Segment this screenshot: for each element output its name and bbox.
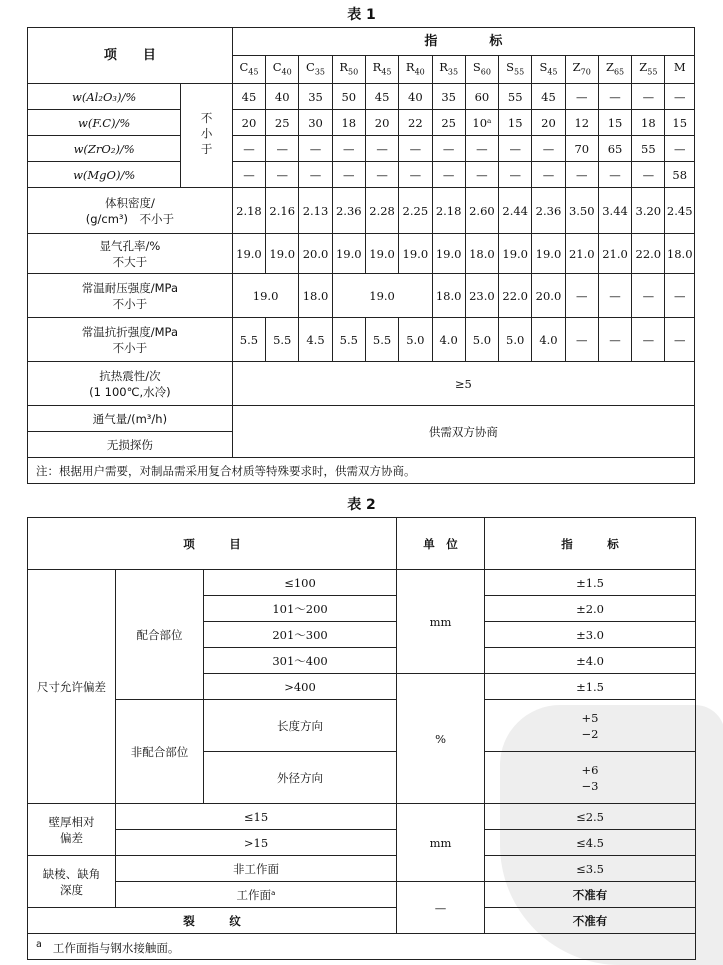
composition-value: — xyxy=(365,162,398,188)
grade-code-header xyxy=(632,56,665,84)
density-value: 3.50 xyxy=(565,188,598,234)
fit-value: ±2.0 xyxy=(485,596,696,622)
edge-value: ≤3.5 xyxy=(485,856,696,882)
dim-group-label: 尺寸允许偏差 xyxy=(28,570,116,804)
compressive-value: 22.0 xyxy=(499,274,532,318)
density-value: 2.13 xyxy=(299,188,332,234)
compressive-value: 19.0 xyxy=(232,274,299,318)
composition-value: — xyxy=(399,136,432,162)
composition-value: — xyxy=(465,136,498,162)
porosity-value: 19.0 xyxy=(399,234,432,274)
composition-value: — xyxy=(499,162,532,188)
composition-value: 12 xyxy=(565,110,598,136)
density-value: 2.60 xyxy=(465,188,498,234)
composition-value: — xyxy=(499,136,532,162)
porosity-label-1: 显气孔率/% xyxy=(99,238,161,253)
composition-value: — xyxy=(598,84,631,110)
grade-subscript: 35 xyxy=(447,67,459,77)
composition-value: 65 xyxy=(598,136,631,162)
composition-value: — xyxy=(432,136,465,162)
flexural-label-2: 不小于 xyxy=(112,340,148,355)
composition-value: 25 xyxy=(432,110,465,136)
density-value: 2.36 xyxy=(332,188,365,234)
grade-letter: S xyxy=(472,59,481,74)
compressive-value: 19.0 xyxy=(332,274,432,318)
porosity-label-2: 不大于 xyxy=(112,254,148,269)
composition-value: — xyxy=(432,162,465,188)
flexural-value: 5.5 xyxy=(332,318,365,362)
composition-value: — xyxy=(532,136,565,162)
composition-value: 55 xyxy=(632,136,665,162)
composition-value: — xyxy=(299,136,332,162)
density-value: 3.20 xyxy=(632,188,665,234)
composition-value: — xyxy=(565,162,598,188)
porosity-value: 18.0 xyxy=(465,234,498,274)
table-2 xyxy=(27,517,696,960)
composition-row xyxy=(28,136,695,162)
composition-value: 22 xyxy=(399,110,432,136)
porosity-value: 20.0 xyxy=(299,234,332,274)
composition-value: 20 xyxy=(365,110,398,136)
flexural-value: 4.0 xyxy=(432,318,465,362)
wall-label-2: 偏差 xyxy=(60,830,83,845)
flexural-value: 5.0 xyxy=(465,318,498,362)
composition-value: 60 xyxy=(465,84,498,110)
grade-code-header xyxy=(465,56,498,84)
composition-value: — xyxy=(399,162,432,188)
grade-code-header xyxy=(399,56,432,84)
compressive-value: — xyxy=(665,274,695,318)
table2-caption: 表 2 xyxy=(347,497,376,513)
diam-dir-minus: −3 xyxy=(581,778,599,793)
flexural-value: 4.0 xyxy=(532,318,565,362)
porosity-value: 19.0 xyxy=(499,234,532,274)
compressive-row xyxy=(28,274,695,318)
grade-subscript: 55 xyxy=(514,67,525,77)
composition-value: — xyxy=(232,162,265,188)
porosity-value: 19.0 xyxy=(532,234,565,274)
composition-value: — xyxy=(532,162,565,188)
wall-label-1: 壁厚相对 xyxy=(48,814,95,829)
density-label-1: 体积密度/ xyxy=(104,195,155,210)
composition-value: — xyxy=(365,136,398,162)
composition-row xyxy=(28,162,695,188)
porosity-value: 19.0 xyxy=(232,234,265,274)
composition-row xyxy=(28,84,695,110)
density-value: 2.36 xyxy=(532,188,565,234)
wall-value: ≤2.5 xyxy=(485,804,696,830)
wall-cond: >15 xyxy=(116,830,397,856)
porosity-value: 19.0 xyxy=(365,234,398,274)
thermal-shock-value: ≥5 xyxy=(232,362,694,406)
composition-value: 35 xyxy=(432,84,465,110)
index-header: 指 标 xyxy=(232,28,694,56)
density-value: 2.18 xyxy=(432,188,465,234)
porosity-value: 22.0 xyxy=(632,234,665,274)
length-dir-minus: −2 xyxy=(581,726,599,741)
fit-range: 201～300 xyxy=(204,622,397,648)
permeability-label: 通气量/(m³/h) xyxy=(28,406,233,432)
wall-cond: ≤15 xyxy=(116,804,397,830)
fit-value: ±3.0 xyxy=(485,622,696,648)
grade-code-header xyxy=(499,56,532,84)
compressive-value: 20.0 xyxy=(532,274,565,318)
crack-label: 裂 纹 xyxy=(28,908,397,934)
composition-label: w(F.C)/% xyxy=(28,110,181,136)
grade-subscript: 50 xyxy=(348,67,359,77)
density-value: 2.25 xyxy=(399,188,432,234)
grade-letter: Z xyxy=(605,59,614,74)
grade-letter: R xyxy=(439,59,448,74)
grade-subscript: 60 xyxy=(480,67,491,77)
composition-value: 15 xyxy=(499,110,532,136)
composition-value: — xyxy=(332,136,365,162)
porosity-value: 18.0 xyxy=(665,234,695,274)
nonfit-group-label: 非配合部位 xyxy=(116,700,204,804)
grade-code-header xyxy=(332,56,365,84)
grade-letter: Z xyxy=(572,59,581,74)
composition-value: — xyxy=(266,162,299,188)
grade-code-header xyxy=(365,56,398,84)
table-1 xyxy=(27,27,695,484)
composition-value: 20 xyxy=(232,110,265,136)
composition-value: — xyxy=(299,162,332,188)
t2-item-header: 项 目 xyxy=(28,518,397,570)
grade-code-header xyxy=(232,56,265,84)
composition-value: 50 xyxy=(332,84,365,110)
compressive-label-1: 常温耐压强度/MPa xyxy=(81,280,179,295)
grade-letter: C xyxy=(272,59,282,74)
composition-value: — xyxy=(598,162,631,188)
length-dir-label: 长度方向 xyxy=(204,700,397,752)
composition-value: 70 xyxy=(565,136,598,162)
grade-subscript: 40 xyxy=(281,67,292,77)
porosity-value: 21.0 xyxy=(598,234,631,274)
porosity-value: 19.0 xyxy=(332,234,365,274)
unit-mm: mm xyxy=(397,570,485,674)
thermal-shock-label-1: 抗热震性/次 xyxy=(99,368,161,383)
composition-value: — xyxy=(465,162,498,188)
compressive-value: 18.0 xyxy=(432,274,465,318)
composition-value: — xyxy=(632,84,665,110)
table1-note: 注：根据用户需要，对制品需采用复合材质等特殊要求时，供需双方协商。 xyxy=(28,458,695,484)
composition-label: w(MgO)/% xyxy=(28,162,181,188)
porosity-value: 19.0 xyxy=(432,234,465,274)
composition-label: w(Al₂O₃)/% xyxy=(28,84,181,110)
item-header: 项 目 xyxy=(28,28,233,84)
footnote-text: 工作面指与钢水接触面。 xyxy=(52,940,180,955)
grade-letter: C xyxy=(239,59,249,74)
fit-value: ±4.0 xyxy=(485,648,696,674)
composition-value: — xyxy=(332,162,365,188)
grade-subscript: 40 xyxy=(414,67,425,77)
composition-value: — xyxy=(232,136,265,162)
fit-value: ±1.5 xyxy=(485,570,696,596)
density-value: 2.28 xyxy=(365,188,398,234)
density-value: 2.45 xyxy=(665,188,695,234)
grade-code-header xyxy=(432,56,465,84)
compressive-value: — xyxy=(565,274,598,318)
density-value: 2.18 xyxy=(232,188,265,234)
edge-label-1: 缺棱、缺角 xyxy=(42,866,101,881)
fit-value: ±1.5 xyxy=(485,674,696,700)
flexural-value: — xyxy=(598,318,631,362)
grade-letter: S xyxy=(539,59,548,74)
fit-range: >400 xyxy=(204,674,397,700)
composition-value: 45 xyxy=(232,84,265,110)
flexural-value: 5.5 xyxy=(232,318,265,362)
porosity-value: 19.0 xyxy=(266,234,299,274)
grade-code-header xyxy=(665,56,695,84)
compressive-value: 23.0 xyxy=(465,274,498,318)
grade-code-header xyxy=(565,56,598,84)
density-label-2: (g/cm³) 不小于 xyxy=(85,211,175,226)
fit-range: 301～400 xyxy=(204,648,397,674)
flexural-label-1: 常温抗折强度/MPa xyxy=(81,324,179,339)
composition-value: — xyxy=(565,84,598,110)
flexural-value: 4.5 xyxy=(299,318,332,362)
composition-label: w(ZrO₂)/% xyxy=(28,136,181,162)
composition-value: 35 xyxy=(299,84,332,110)
composition-value: — xyxy=(665,84,695,110)
grade-subscript: 45 xyxy=(248,67,259,77)
unit-dash: — xyxy=(397,882,485,934)
porosity-value: 21.0 xyxy=(565,234,598,274)
diam-dir-label: 外径方向 xyxy=(204,752,397,804)
flexural-value: 5.0 xyxy=(499,318,532,362)
wall-value: ≤4.5 xyxy=(485,830,696,856)
grade-letter: M xyxy=(673,59,686,74)
flexural-value: 5.5 xyxy=(266,318,299,362)
min-qualifier: 不小于 xyxy=(181,84,232,188)
composition-value: 15 xyxy=(665,110,695,136)
density-value: 2.16 xyxy=(266,188,299,234)
edge-label-2: 深度 xyxy=(60,882,83,897)
edge-cond: 工作面ᵃ xyxy=(116,882,397,908)
fit-group-label: 配合部位 xyxy=(116,570,204,700)
composition-row xyxy=(28,110,695,136)
grade-subscript: 65 xyxy=(613,67,625,77)
t2-index-header: 指 标 xyxy=(485,518,696,570)
composition-value: 40 xyxy=(266,84,299,110)
grade-subscript: 45 xyxy=(381,67,392,77)
composition-value: 20 xyxy=(532,110,565,136)
grade-subscript: 55 xyxy=(647,67,658,77)
compressive-value: — xyxy=(632,274,665,318)
flexural-value: — xyxy=(632,318,665,362)
density-value: 2.44 xyxy=(499,188,532,234)
density-row xyxy=(28,188,695,234)
composition-value: 45 xyxy=(532,84,565,110)
flexural-value: 5.5 xyxy=(365,318,398,362)
grade-subscript: 45 xyxy=(547,67,558,77)
grade-code-header xyxy=(532,56,565,84)
composition-value: 18 xyxy=(332,110,365,136)
flexural-row xyxy=(28,318,695,362)
ndt-label: 无损探伤 xyxy=(28,432,233,458)
unit-percent: % xyxy=(397,674,485,804)
composition-value: 15 xyxy=(598,110,631,136)
compressive-label-2: 不小于 xyxy=(112,296,148,311)
flexural-value: — xyxy=(565,318,598,362)
grade-subscript: 35 xyxy=(314,67,326,77)
diam-dir-plus: +6 xyxy=(581,762,599,777)
composition-value: 18 xyxy=(632,110,665,136)
grade-code-header xyxy=(598,56,631,84)
edge-cond: 非工作面 xyxy=(116,856,397,882)
grade-letter: Z xyxy=(639,59,648,74)
flexural-value: 5.0 xyxy=(399,318,432,362)
grade-letter: S xyxy=(506,59,515,74)
grade-letter: C xyxy=(306,59,315,74)
grade-code-header xyxy=(299,56,332,84)
thermal-shock-row xyxy=(28,362,695,406)
length-dir-plus: +5 xyxy=(581,710,599,725)
composition-value: 58 xyxy=(665,162,695,188)
composition-value: 30 xyxy=(299,110,332,136)
composition-value: 45 xyxy=(365,84,398,110)
composition-value: 10ᵃ xyxy=(465,110,498,136)
thermal-shock-label-2: (1 100℃,水冷) xyxy=(89,384,171,399)
compressive-value: — xyxy=(598,274,631,318)
porosity-row xyxy=(28,234,695,274)
grade-code-header xyxy=(266,56,299,84)
composition-value: 25 xyxy=(266,110,299,136)
crack-value: 不准有 xyxy=(485,908,696,934)
grade-letter: R xyxy=(405,59,415,74)
unit-mm-2: mm xyxy=(397,804,485,882)
density-value: 3.44 xyxy=(598,188,631,234)
fit-range: 101～200 xyxy=(204,596,397,622)
t2-unit-header: 单 位 xyxy=(397,518,485,570)
edge-value: 不准有 xyxy=(485,882,696,908)
flexural-value: — xyxy=(665,318,695,362)
composition-value: — xyxy=(632,162,665,188)
grade-letter: R xyxy=(372,59,382,74)
composition-value: — xyxy=(665,136,695,162)
grade-subscript: 70 xyxy=(580,67,591,77)
fit-range: ≤100 xyxy=(204,570,397,596)
negotiate-value: 供需双方协商 xyxy=(232,406,694,458)
composition-value: 55 xyxy=(499,84,532,110)
footnote-mark: a xyxy=(36,939,42,951)
grade-letter: R xyxy=(339,59,349,74)
composition-value: 40 xyxy=(399,84,432,110)
table2-footnote xyxy=(28,934,696,960)
composition-value: — xyxy=(266,136,299,162)
compressive-value: 18.0 xyxy=(299,274,332,318)
table1-caption: 表 1 xyxy=(347,7,376,23)
